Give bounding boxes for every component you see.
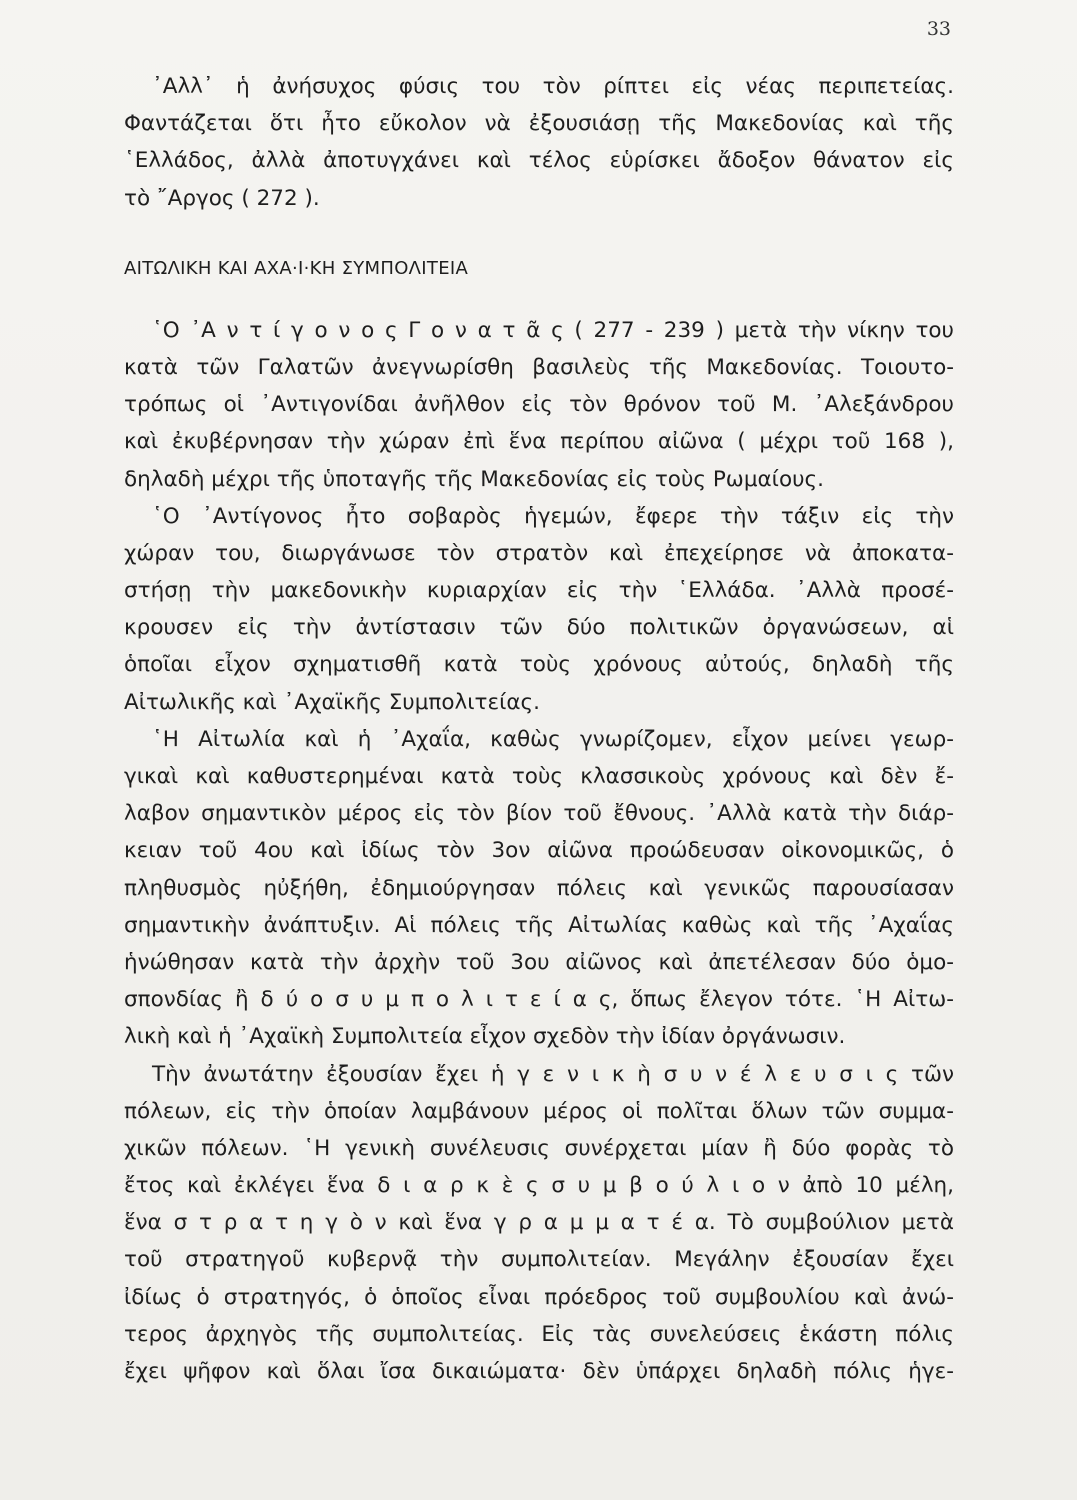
text-line: πληθυσμὸς ηὐξήθη, ἐδημιούργησαν πόλεις καὶ γενικῶς παρουσίασαν bbox=[124, 875, 954, 901]
text-line: πόλεων, εἰς τὴν ὁποίαν λαμβάνουν μέρος οἱ πολῖται ὅλων τῶν συμμα- bbox=[124, 1098, 954, 1124]
text-line: τὸ ῎Αργος ( 272 ). bbox=[124, 185, 320, 211]
text-line: στήσῃ τὴν μακεδονικὴν κυριαρχίαν εἰς τὴν ῾Ελλάδα. ᾿Αλλὰ προσέ- bbox=[124, 578, 954, 604]
text-line: ὁποῖαι εἶχον σχηματισθῆ κατὰ τοὺς χρόνους αὐτούς, δηλαδὴ τῆς bbox=[124, 652, 954, 678]
text-line: κατὰ τῶν Γαλατῶν ἀνεγνωρίσθη βασιλεὺς τῆς Μακεδονίας. Τοιουτο- bbox=[124, 354, 954, 380]
text-line: ῾Η Αἰτωλία καὶ ἡ ᾿Αχαΐα, καθὼς γνωρίζομεν, εἶχον μείνει γεωρ- bbox=[152, 726, 954, 752]
paragraph bbox=[124, 721, 954, 1056]
text-line: Αἰτωλικῆς καὶ ᾿Αχαϊκῆς Συμπολιτείας. bbox=[124, 689, 540, 715]
paragraph bbox=[124, 1056, 954, 1391]
text-line: χικῶν πόλεων. ῾Η γενικὴ συνέλευσις συνέρχεται μίαν ἢ δύο φορὰς τὸ bbox=[124, 1135, 954, 1161]
text-line: τοῦ στρατηγοῦ κυβερνᾷ τὴν συμπολιτείαν. Μεγάλην ἐξουσίαν ἔχει bbox=[124, 1247, 954, 1273]
text-line: χώραν του, διωργάνωσε τὸν στρατὸν καὶ ἐπεχείρησε νὰ ἀποκατα- bbox=[124, 540, 954, 566]
paragraph bbox=[124, 312, 954, 498]
text-line: κειαν τοῦ 4ου καὶ ἰδίως τὸν 3ον αἰῶνα προώδευσαν οἰκονομικῶς, ὁ bbox=[124, 838, 954, 864]
text-line: ἔτος καὶ ἐκλέγει ἕνα δ ι α ρ κ ὲ ς σ υ μ β ο ύ λ ι ο ν ἀπὸ 10 μέλη, bbox=[124, 1173, 954, 1199]
text-line: γικαὶ καὶ καθυστερημέναι κατὰ τοὺς κλασσικοὺς χρόνους καὶ δὲν ἔ- bbox=[124, 764, 954, 789]
text-line: ἡνώθησαν κατὰ τὴν ἀρχὴν τοῦ 3ου αἰῶνος καὶ ἀπετέλεσαν δύο ὁμο- bbox=[124, 949, 954, 975]
text-line: ᾿Αλλ᾿ ἡ ἀνήσυχος φύσις του τὸν ρίπτει εἰς νέας περιπετείας. bbox=[152, 74, 954, 99]
text-line: σπονδίας ἢ δ ύ ο σ υ μ π ο λ ι τ ε ί α ς, ὅπως ἔλεγον τότε. ῾Η Αἰτω- bbox=[124, 987, 954, 1013]
intro-paragraph bbox=[124, 68, 954, 217]
page-number: 33 bbox=[926, 18, 951, 40]
text-line: λικὴ καὶ ἡ ᾿Αχαϊκὴ Συμπολιτεία εἶχον σχεδὸν τὴν ἰδίαν ὀργάνωσιν. bbox=[124, 1024, 846, 1050]
text-line: ῾Ο ᾿Αντίγονος ἦτο σοβαρὸς ἡγεμών, ἔφερε τὴν τάξιν εἰς τὴν bbox=[152, 503, 954, 529]
page-text bbox=[124, 68, 954, 1390]
text-line: τρόπως οἱ ᾿Αντιγονίδαι ἀνῆλθον εἰς τὸν θρόνον τοῦ Μ. ᾿Αλεξάνδρου bbox=[124, 392, 954, 418]
text-line: Τὴν ἀνωτάτην ἐξουσίαν ἔχει ἡ γ ε ν ι κ ὴ σ υ ν έ λ ε υ σ ι ς τῶν bbox=[152, 1061, 954, 1087]
text-line: λαβον σημαντικὸν μέρος εἰς τὸν βίον τοῦ ἔθνους. ᾿Αλλὰ κατὰ τὴν διάρ- bbox=[124, 801, 954, 827]
text-line: σημαντικὴν ἀνάπτυξιν. Αἱ πόλεις τῆς Αἰτωλίας καθὼς καὶ τῆς ᾿Αχαΐας bbox=[124, 912, 954, 938]
text-line: Φαντάζεται ὅτι ἦτο εὔκολον νὰ ἐξουσιάσῃ τῆς Μακεδονίας καὶ τῆς bbox=[124, 111, 954, 137]
text-line: ἰδίως ὁ στρατηγός, ὁ ὁποῖος εἶναι πρόεδρος τοῦ συμβουλίου καὶ ἀνώ- bbox=[124, 1284, 954, 1310]
text-line: ἔχει ψῆφον καὶ ὅλαι ἴσα δικαιώματα· δὲν ὑπάρχει δηλαδὴ πόλις ἡγε- bbox=[124, 1359, 954, 1384]
text-line: τερος ἀρχηγὸς τῆς συμπολιτείας. Εἰς τὰς συνελεύσεις ἑκάστη πόλις bbox=[124, 1321, 954, 1347]
text-line: κρουσεν εἰς τὴν ἀντίστασιν τῶν δύο πολιτικῶν ὀργανώσεων, αἱ bbox=[124, 615, 954, 641]
section-heading: ΑΙΤΩΛΙΚΗ ΚΑΙ ΑΧΑ·Ι·ΚΗ ΣΥΜΠΟΛΙΤΕΙΑ bbox=[124, 257, 469, 279]
text-line: ῾Ο ᾿Α ν τ ί γ ο ν ο ς Γ ο ν α τ ᾶ ς ( 277 - 239 ) μετὰ τὴν νίκην του bbox=[152, 317, 954, 343]
paragraph bbox=[124, 498, 954, 721]
text-line: καὶ ἐκυβέρνησαν τὴν χώραν ἐπὶ ἕνα περίπου αἰῶνα ( μέχρι τοῦ 168 ), bbox=[124, 429, 954, 455]
text-line: ἕνα σ τ ρ α τ η γ ὸ ν καὶ ἕνα γ ρ α μ μ α τ έ α. Τὸ συμβούλιον μετὰ bbox=[124, 1210, 954, 1236]
text-line: ῾Ελλάδος, ἀλλὰ ἀποτυγχάνει καὶ τέλος εὑρίσκει ἄδοξον θάνατον εἰς bbox=[124, 148, 954, 174]
text-line: δηλαδὴ μέχρι τῆς ὑποταγῆς τῆς Μακεδονίας εἰς τοὺς Ρωμαίους. bbox=[124, 466, 824, 492]
